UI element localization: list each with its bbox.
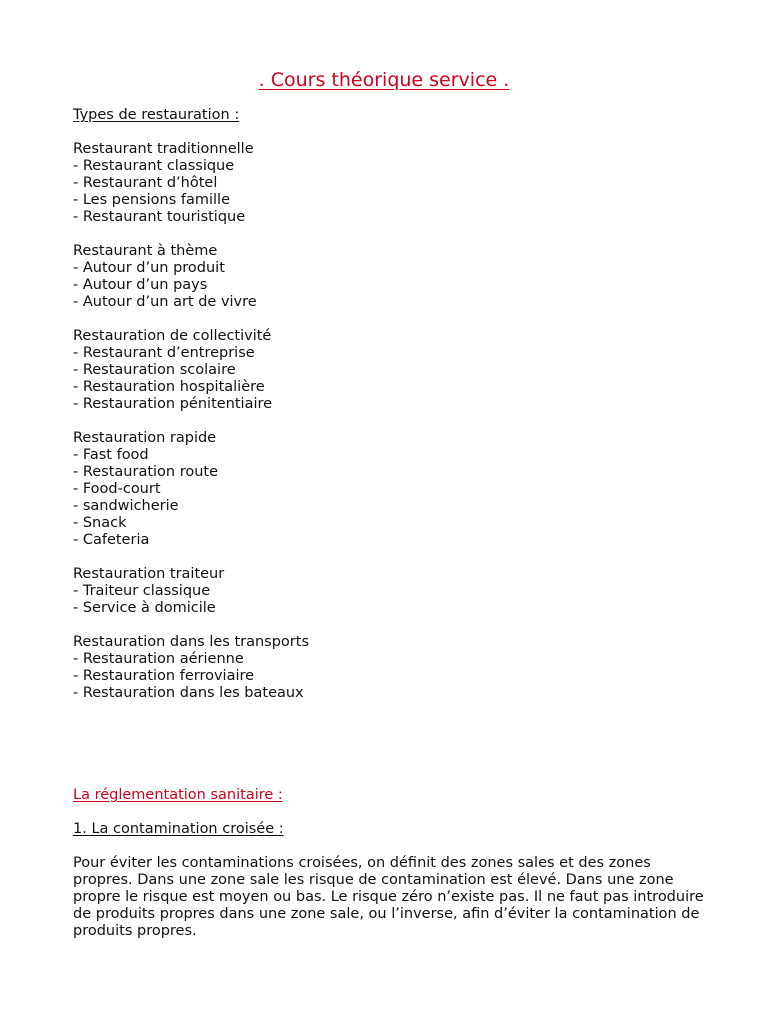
spacer (73, 549, 713, 566)
list-item: - Restauration dans les bateaux (73, 685, 304, 701)
list-item: - Restaurant d’hôtel (73, 175, 218, 191)
group-title: Restauration traiteur (73, 566, 225, 582)
group-title: Restauration de collectivité (73, 328, 272, 344)
list-item: - Les pensions famille (73, 192, 230, 208)
document-title: . Cours théorique service . (258, 69, 510, 91)
list-item: - Fast food (73, 447, 149, 463)
list-item: - Restauration route (73, 464, 219, 480)
types-heading: Types de restauration : (73, 107, 240, 123)
group-title: Restaurant traditionnelle (73, 141, 254, 157)
list-item: - Service à domicile (73, 600, 216, 616)
group-item-list (73, 345, 713, 413)
list-item: - Restauration scolaire (73, 362, 236, 378)
group-item-list (73, 447, 713, 549)
document-body (73, 107, 713, 940)
spacer (73, 702, 713, 787)
group-title: Restauration dans les transports (73, 634, 310, 650)
restauration-group (73, 328, 713, 413)
list-item: - Restaurant d’entreprise (73, 345, 255, 361)
restauration-group (73, 141, 713, 226)
regulation-heading: La réglementation sanitaire : (73, 787, 283, 803)
list-item: - Autour d’un art de vivre (73, 294, 257, 310)
list-item: - Restauration hospitalière (73, 379, 265, 395)
group-title: Restauration rapide (73, 430, 217, 446)
list-item: - Cafeteria (73, 532, 150, 548)
list-item: - Autour d’un pays (73, 277, 208, 293)
list-item: - Restaurant touristique (73, 209, 246, 225)
spacer (73, 804, 713, 821)
list-item: - Restauration aérienne (73, 651, 244, 667)
list-item: - Restauration pénitentiaire (73, 396, 273, 412)
spacer (73, 226, 713, 243)
list-item: - Restaurant classique (73, 158, 235, 174)
group-item-list (73, 583, 713, 617)
spacer (73, 413, 713, 430)
restauration-group (73, 566, 713, 617)
spacer (73, 617, 713, 634)
group-item-list (73, 260, 713, 311)
spacer (73, 838, 713, 855)
contamination-paragraph: Pour éviter les contaminations croisées, on définit des zones sales et des zones propres. Dans une zone sale les risque de contamination est élevé. Dans une zone propre le risque est moyen ou bas. Le risque zéro n’existe pas. Il ne faut pas introduire de produits propres dans une zone sale, ou l’inverse, afin d’éviter la contamination de produits propres. (73, 855, 704, 939)
group-item-list (73, 158, 713, 226)
restauration-group (73, 430, 713, 549)
list-item: - Traiteur classique (73, 583, 211, 599)
list-item: - Snack (73, 515, 127, 531)
restauration-group (73, 243, 713, 311)
spacer (73, 311, 713, 328)
list-item: - sandwicherie (73, 498, 179, 514)
group-item-list (73, 651, 713, 702)
group-title: Restaurant à thème (73, 243, 218, 259)
restauration-groups (73, 141, 713, 702)
restauration-group (73, 634, 713, 702)
list-item: - Autour d’un produit (73, 260, 225, 276)
spacer (73, 124, 713, 141)
list-item: - Food-court (73, 481, 161, 497)
list-item: - Restauration ferroviaire (73, 668, 255, 684)
contamination-heading: 1. La contamination croisée : (73, 821, 284, 837)
